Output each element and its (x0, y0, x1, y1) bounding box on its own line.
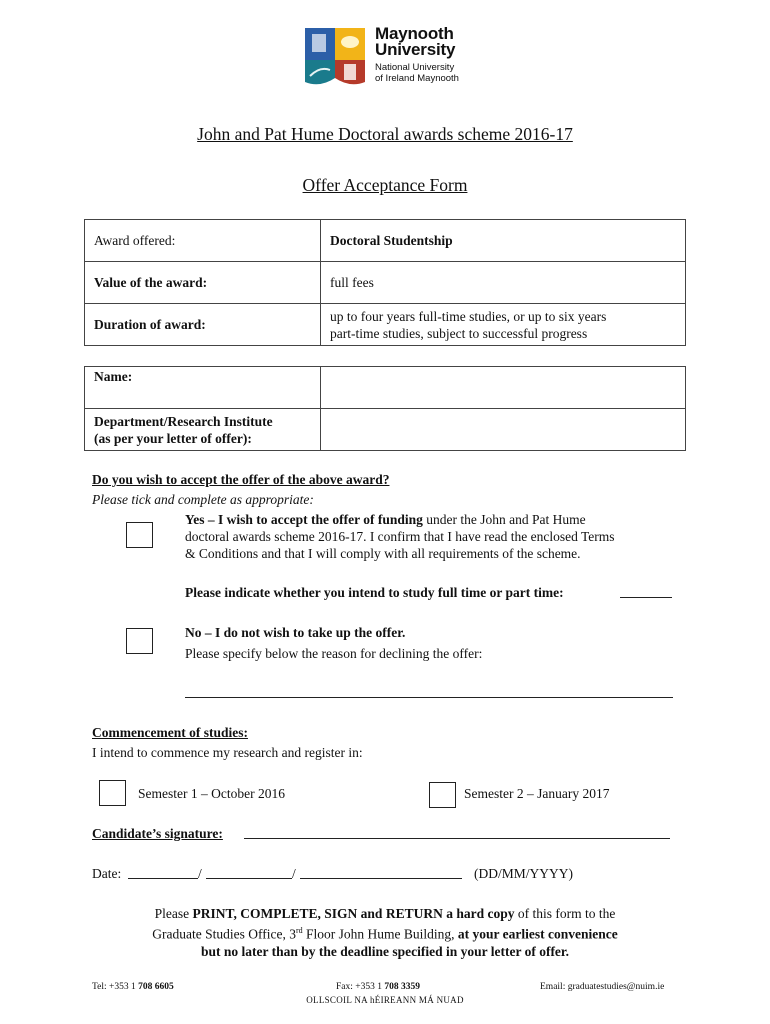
university-logo (303, 26, 473, 94)
footer-fax-number: 708 3359 (384, 982, 420, 992)
commencement-intro: I intend to commence my research and register in: (92, 745, 363, 760)
decline-reason-field[interactable] (185, 697, 673, 698)
semester2-label: Semester 2 – January 2017 (464, 786, 610, 801)
footer-email: Email: graduatestudies@nuim.ie (540, 982, 665, 992)
dept-label (85, 409, 321, 451)
study-mode-question: Please indicate whether you intend to study full time or part time: (185, 585, 564, 600)
decline-text: No – I do not wish to take up the offer. (185, 625, 406, 640)
semester1-label: Semester 1 – October 2016 (138, 786, 285, 801)
accept-question: Do you wish to accept the offer of the above award? (92, 472, 390, 487)
applicant-details-table (84, 366, 686, 451)
date-month-field[interactable] (206, 878, 292, 879)
semester1-checkbox[interactable] (99, 780, 126, 806)
footer-tel-prefix: Tel: +353 1 (92, 982, 139, 992)
accept-text-line3: & Conditions and that I will comply with all requirements of the scheme. (185, 546, 581, 561)
document-title: John and Pat Hume Doctoral awards scheme 2016-17 (197, 124, 573, 144)
semester2-checkbox[interactable] (429, 782, 456, 808)
award-details-table (84, 219, 686, 346)
return-line2-part2: Floor John Hume Building, (302, 926, 458, 942)
dept-label-line2: (as per your letter of offer): (94, 430, 252, 446)
study-mode-field[interactable] (620, 597, 672, 598)
name-field[interactable] (321, 367, 686, 409)
return-line2-part1: Graduate Studies Office, 3 (152, 926, 296, 942)
return-part3: of this form to the (514, 906, 616, 921)
date-year-field[interactable] (300, 878, 462, 879)
decline-reason-prompt: Please specify below the reason for declining the offer: (185, 646, 483, 661)
duration-label: Duration of award: (85, 304, 321, 346)
dept-label-line1: Department/Research Institute (94, 413, 273, 429)
footer-fax (336, 982, 420, 992)
footer-tel-number: 708 6605 (138, 982, 174, 992)
award-offered-value: Doctoral Studentship (321, 220, 686, 262)
return-line2-bold: at your earliest convenience (457, 926, 618, 942)
accept-checkbox[interactable] (126, 522, 153, 548)
duration-value (321, 304, 686, 346)
decline-checkbox[interactable] (126, 628, 153, 654)
accept-text-line2: doctoral awards scheme 2016-17. I confirm that I have read the enclosed Terms (185, 529, 615, 544)
signature-field[interactable] (244, 838, 670, 839)
date-separator-1: / (198, 866, 202, 881)
return-line2-sup: rd (295, 926, 303, 935)
form-title: Offer Acceptance Form (302, 175, 468, 195)
accept-text-bold: Yes – I wish to accept the offer of funding (185, 512, 423, 527)
value-label: Value of the award: (85, 262, 321, 304)
duration-value-line2: part-time studies, subject to successful progress (330, 325, 588, 341)
logo-name-line1: Maynooth (375, 24, 454, 43)
crest-icon (303, 26, 367, 94)
name-label: Name: (85, 367, 321, 409)
date-format-hint: (DD/MM/YYYY) (474, 866, 573, 881)
return-part2: PRINT, COMPLETE, SIGN and RETURN a hard copy (192, 906, 515, 921)
value-value: full fees (321, 262, 686, 304)
return-instructions (0, 905, 770, 960)
logo-sub-line2: of Ireland Maynooth (375, 73, 459, 84)
return-part1: Please (154, 906, 193, 921)
award-offered-label: Award offered: (85, 220, 321, 262)
commencement-heading: Commencement of studies: (92, 725, 248, 740)
accept-instruction: Please tick and complete as appropriate: (92, 492, 314, 507)
footer-irish-name: OLLSCOIL NA hÉIREANN MÁ NUAD (306, 995, 464, 1005)
duration-value-line1: up to four years full-time studies, or up to six years (330, 308, 607, 324)
footer-tel (92, 982, 174, 992)
signature-label: Candidate’s signature: (92, 826, 223, 841)
accept-text (185, 511, 685, 562)
return-line3: but no later than by the deadline specified in your letter of offer. (200, 943, 570, 959)
date-day-field[interactable] (128, 878, 198, 879)
logo-sub-line1: National University (375, 62, 455, 73)
footer-fax-prefix: Fax: +353 1 (336, 982, 385, 992)
dept-field[interactable] (321, 409, 686, 451)
date-separator-2: / (292, 866, 296, 881)
logo-name-line2: University (375, 40, 456, 59)
accept-text-rest: under the John and Pat Hume (422, 512, 586, 527)
date-label: Date: (92, 866, 122, 881)
